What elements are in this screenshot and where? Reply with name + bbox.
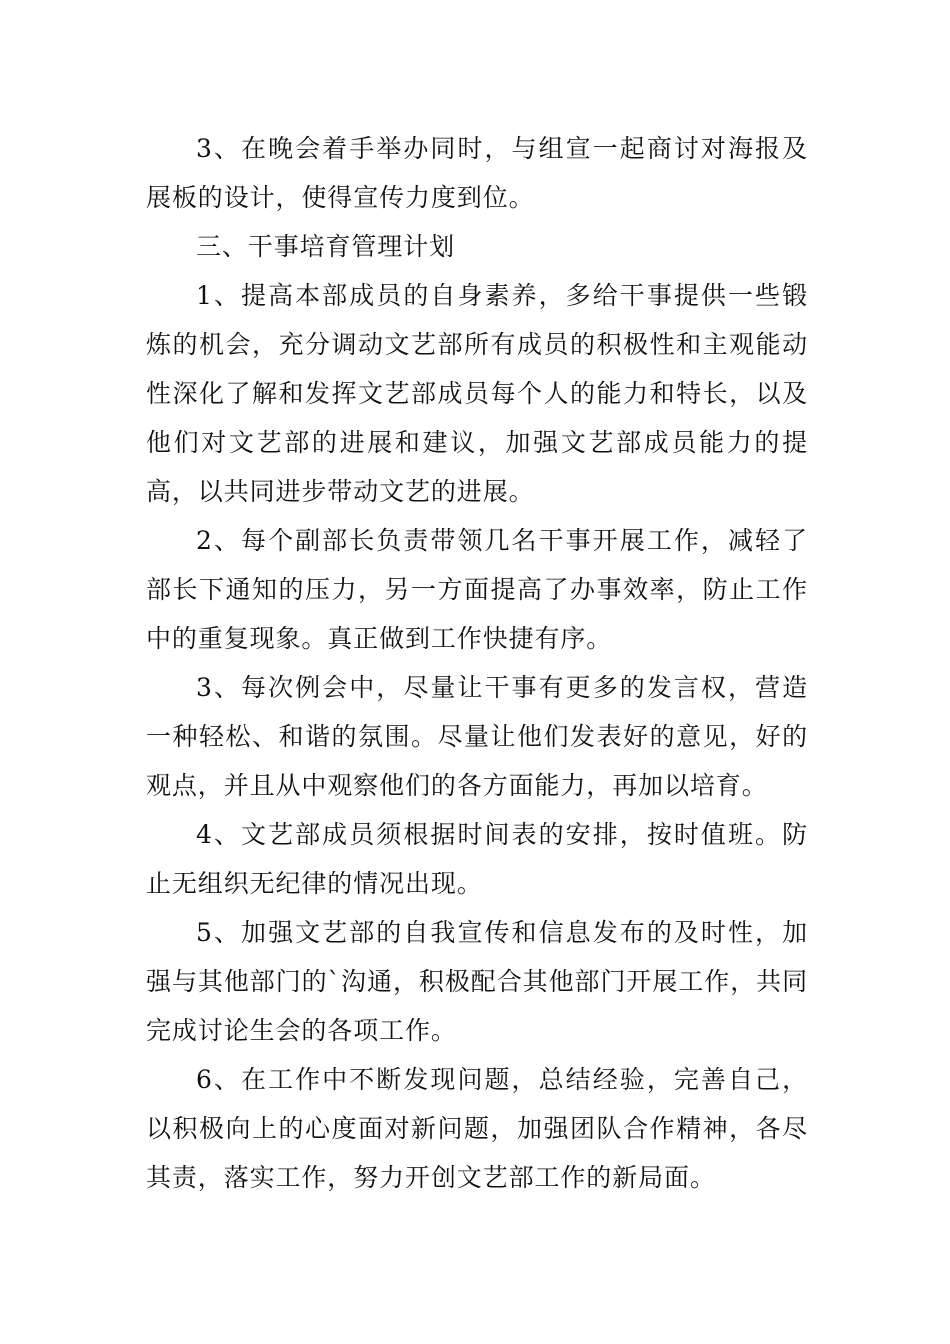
paragraph-item-5: 5、加强文艺部的自我宣传和信息发布的及时性，加强与其他部门的`沟通，积极配合其他部门开展工作，共同完成讨论生会的各项工作。: [146, 918, 808, 1045]
paragraph-item-2: 2、每个副部长负责带领几名干事开展工作，减轻了部长下通知的压力，另一方面提高了办事效率，防止工作中的重复现象。真正做到工作快捷有序。: [146, 526, 808, 653]
paragraph-item-3-publicity: 3、在晚会着手举办同时，与组宣一起商讨对海报及展板的设计，使得宣传力度到位。: [146, 134, 808, 212]
paragraph-item-6: 6、在工作中不断发现问题，总结经验，完善自己，以积极向上的心度面对新问题，加强团队合作精神，各尽其责，落实工作，努力开创文艺部工作的新局面。: [146, 1065, 808, 1192]
section-heading-staff-training: 三、干事培育管理计划: [196, 232, 456, 261]
paragraph-item-3: 3、每次例会中，尽量让干事有更多的发言权，营造一种轻松、和谐的氛围。尽量让他们发表好的意见，好的观点，并且从中观察他们的各方面能力，再加以培育。: [146, 673, 808, 800]
paragraph-item-4: 4、文艺部成员须根据时间表的安排，按时值班。防止无组织无纪律的情况出现。: [146, 820, 808, 898]
paragraph-item-1: 1、提高本部成员的自身素养，多给干事提供一些锻炼的机会，充分调动文艺部所有成员的积极性和主观能动性深化了解和发挥文艺部成员每个人的能力和特长，以及他们对文艺部的进展和建议，加强文艺部成员能力的提高，以共同进步带动文艺的进展。: [146, 281, 808, 506]
